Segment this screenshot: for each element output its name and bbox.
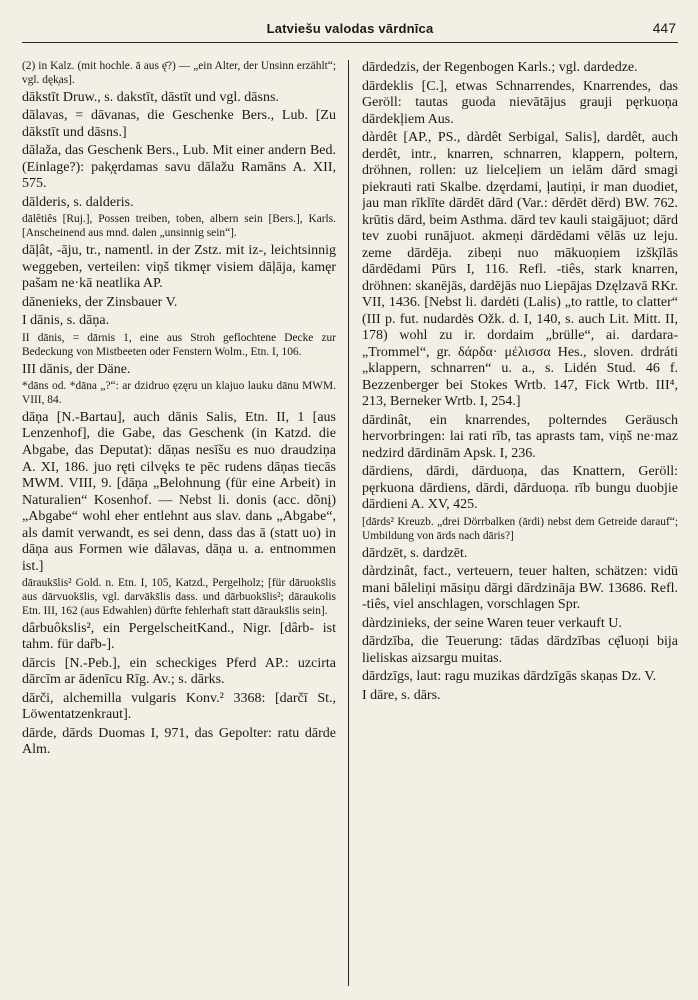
entry-text: dàrdzinât, fact., verteuern, teuer halten, schätzen: vidū mani bāleliņi māsiņu dārgi dārdzināja BW. 13686. Refl. -tiês, viel anschlagen, vorschlagen Spr. (362, 564, 678, 613)
page-header (22, 18, 678, 43)
entry-text: dānenieks, der Zinsbauer V. (22, 294, 178, 310)
entry-text: dārdiens, dārdi, dārduoņa, das Knattern, Geröll: pęrkuona dārdiens, dārdi, dārduoņa. rīb bungu duobjie dārdieni A. XV, 425. (362, 464, 678, 513)
dictionary-entry (22, 410, 336, 575)
dictionary-entry (22, 332, 336, 360)
dictionary-entry (362, 464, 678, 514)
dictionary-entry (22, 313, 336, 330)
entry-text: dāņa [N.-Bartau], auch dānis Salis, Etn. II, 1 [aus Lenzenhof], die Gabe, das Geschenk (in Katzd. die Abgabe, das Deputat): dāņas nesīšu es nuo draudziņa A. XI, 186. juo ręti cilvęks te pēc rudens dāņas tiecās MWM. VIII, 9. [dāņa „Belohnung (für eine Arbeit) in Naturalien“ Kosenhof. — Nebst li. donis (acc. dõnį) „Abgabe“ wohl eher entlehnt aus slav. danь „Abgabe“, als damit verwandt, es sei denn, dass das ā (statt uo) in dāņa aus Formen wie dālavas, dāņa u. a. entnommen ist.] (22, 409, 336, 574)
entry-text: dālêtiês [Ruj.], Possen treiben, toben, albern sein [Bers.], Karls. [Anscheinend aus mnd. dalen „unsinnig sein“]. (22, 213, 336, 240)
entry-text: [dārds² Kreuzb. „drei Dörrbalken (ārdi) nebst dem Getreide darauf“; Umbildung von ārds nach dāris?] (362, 515, 678, 542)
entry-text: dārči, alchemilla vulgaris Konv.² 3368: [darčī St., Löwentatzenkraut]. (22, 690, 336, 723)
entry-text: III dānis, der Däne. (22, 361, 131, 377)
entry-text: I dānis, s. dāņa. (22, 313, 110, 329)
dictionary-entry (362, 130, 678, 411)
entry-text: dākstīt Druw., s. dakstīt, dāstīt und vgl. dāsns. (22, 89, 279, 105)
dictionary-entry (362, 564, 678, 614)
dictionary-entry (22, 691, 336, 724)
dictionary-entry (22, 90, 336, 107)
dictionary-entry (22, 726, 336, 759)
entry-text: *dāns od. *dāna „?“: ar dzidruo ęzęru un klajuo lauku dānu MWM. VIII, 84. (22, 380, 336, 407)
page-number: 447 (652, 20, 676, 36)
dictionary-entry (22, 621, 336, 654)
dictionary-entry (22, 143, 336, 193)
entry-text: dālavas, = dāvanas, die Geschenke Bers., Lub. [Zu dākstīt und dāsns.] (22, 108, 336, 140)
entry-text: dāļât, -āju, tr., namentl. in der Zstz. mit iz-, leichtsinnig weggeben, verteilen: viņš tikmęr visiem dāļāja, kamęr pašam ne·kā neatlika AP. (22, 243, 336, 292)
entry-text: dārdedzis, der Regenbogen Karls.; vgl. dardedze. (362, 60, 638, 75)
dictionary-entry (362, 669, 678, 686)
dictionary-entry (22, 60, 336, 88)
page-title: Latviešu valodas vārdnīca (266, 21, 434, 36)
dictionary-entry (22, 656, 336, 689)
entry-text: dārde, dārds Duomas I, 971, das Gepolter: ratu dārde Alm. (22, 725, 336, 758)
right-column (362, 60, 678, 992)
dictionary-entry (22, 213, 336, 241)
entry-text: (2) in Kalz. (mit hochle. ā aus ę̄?) — „ein Alter, der Unsinn erzählt“; vgl. dęk̦as]. (22, 60, 336, 86)
dictionary-entry (362, 634, 678, 667)
dictionary-entry (22, 243, 336, 293)
dictionary-entry (362, 60, 678, 77)
entry-text: dārdinât, ein knarrendes, polterndes Geräusch hervorbringen: lai rati rīb, tas aprasts tam, viņš ne·maz nedzird dārdinām Apsk. I, 236. (362, 412, 678, 461)
entry-text: dàrdêt [AP., PS., dàrdêt Serbigal, Salis], dardêt, auch derdêt, intr., knarren, schnarren, klappern, poltern, dröhnen, rollen: uz lielceļiem un ielām dārd smagi piekrauti rati Skalbe. dzęrdami, ļautiņi, ir man duodiet, jau man rīklīte dārdēt dārd (Var.: dērdēt dērd) BW. 762. krūtis dārd, beim Asthma. dārd tev kauli staigājuot; dārd tev zuobi runājuot. akmeņi dārdēdami vēlās uz leju. zeme dārdēja. zibeņi nuo mākuoņiem izšk̦īlās dārdēdami Pūrs I, 116. Refl. -tiês, stark knarren, dröhnen: skanējās, dardējās nuo Liepājas Dzęlzavā RKr. VII, 1436. [Nebst li. dardėti (Lalis) „to rattle, to clatter“ (III p. fut. nudardės Ožk. d. I, 140, s. auch Lit. Mitt. II, 178) wohl zu ir. dordaim „brülle“, ai. dardara- „Trommel“, gr. δάρδα· μέλισσα Hes., sloven. drdráti „klappern, schnarren“ u. a., s. Lidén Stud. 46 f. Bezzenberger bei Stokes Wrtb. 147, Fick Wrtb. III⁴, 213, Berneker Wrtb. I, 254.] (362, 130, 678, 410)
entry-text: dārdeklis [C.], etwas Schnarrendes, Knarrendes, das Geröll: tautas guoda nievātājus grauji pęrkuoņa dārdekļiem Aus. (362, 78, 678, 127)
dictionary-entry (362, 546, 678, 563)
entry-text: dālaža, das Geschenk Bers., Lub. Mit einer andern Bed. (Einlage?): pak̦ęrdamas savu dālažu Ramāns A. XII, 575. (22, 143, 336, 192)
dictionary-entry (362, 79, 678, 129)
left-column (22, 60, 336, 992)
entry-text: dārdzīgs, laut: ragu muzikas dārdzīgās skaņas Dz. V. (362, 669, 657, 685)
dictionary-entry (362, 616, 678, 633)
entry-text: dârbuôkslis², ein PergelscheitKand., Nigr. [dârb- ist tahm. für dar̃b-]. (22, 620, 336, 653)
dictionary-entry (22, 295, 336, 312)
entry-text: dārcis [N.-Peb.], ein scheckiges Pferd AP.: uzcirta dārcīm ar ādenīcu Rīg. Av.; s. dārks. (22, 655, 336, 688)
entry-text: dàrdzinieks, der seine Waren teuer verkauft U. (362, 615, 622, 631)
dictionary-entry (362, 516, 678, 544)
dictionary-entry (22, 362, 336, 379)
dictionary-entry (362, 688, 678, 705)
entry-text: dārdzēt, s. dardzēt. (362, 545, 468, 561)
dictionary-entry (22, 380, 336, 408)
dictionary-entry (22, 108, 336, 141)
dictionary-entry (22, 577, 336, 619)
entry-text: dālderis, s. dalderis. (22, 194, 134, 210)
dictionary-entry (22, 195, 336, 212)
dictionary-entry (362, 413, 678, 463)
column-divider (348, 60, 349, 986)
entry-text: dārauks̄lis² Gold. n. Etn. I, 105, Katzd., Pergelholz; [für dāruoks̄lis aus dārvuoks̄lis, vgl. darvāks̄lis dass. und dārbuoks̄lis²; dāraukolis Etn. III, 162 (aus Edwahlen) dürfte fehlerhaft statt dārauks̄lis sein]. (22, 577, 336, 617)
entry-text: II dānis, = dārnis 1, eine aus Stroh geflochtene Decke zur Bedeckung von Mistbeeten oder Fenstern Wolm., Etn. I, 106. (22, 331, 336, 358)
entry-text: I dāre, s. dārs. (362, 687, 441, 703)
entry-text: dārdzība, die Teuerung: tādas dārdzības cę̄luoņi bija lieliskas aizsargu muitas. (362, 634, 678, 666)
